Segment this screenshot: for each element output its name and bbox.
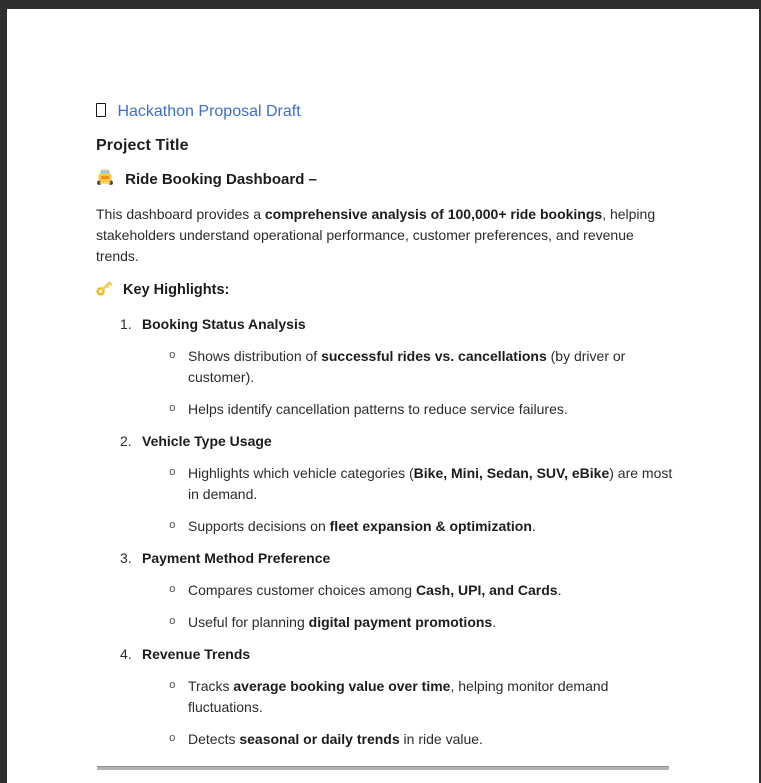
section-heading: Project Title bbox=[96, 137, 189, 154]
circle-bullet-marker-icon: o bbox=[169, 733, 176, 745]
circle-bullet-marker-icon: o bbox=[169, 584, 176, 596]
bold-text: Bike, Mini, Sedan, SUV, eBike bbox=[413, 465, 610, 481]
sub-bullet-text: Compares customer choices among Cash, UPI, and Cards. bbox=[188, 582, 562, 598]
sub-bullet bbox=[96, 729, 676, 750]
sub-bullet bbox=[96, 612, 676, 633]
list-item-heading bbox=[96, 314, 676, 335]
list-item-number: 3. bbox=[120, 550, 132, 566]
bold-text: Cash, UPI, and Cards bbox=[416, 582, 558, 598]
sub-bullet bbox=[96, 516, 676, 537]
list-item-heading bbox=[96, 431, 676, 452]
bold-text: comprehensive analysis of 100,000+ ride bookings bbox=[264, 206, 603, 222]
bold-text: digital payment promotions bbox=[308, 614, 493, 630]
sub-bullet bbox=[96, 346, 676, 388]
document-content bbox=[7, 9, 748, 750]
sub-bullet-text: Tracks average booking value over time, helping monitor demand fluctuations. bbox=[188, 678, 609, 715]
circle-bullet-marker-icon: o bbox=[169, 350, 176, 362]
list-item-title: Booking Status Analysis bbox=[142, 316, 306, 332]
circle-bullet-marker-icon: o bbox=[169, 616, 176, 628]
sub-bullet bbox=[96, 463, 676, 505]
project-subtitle bbox=[96, 169, 676, 192]
sub-bullet bbox=[96, 399, 676, 420]
circle-bullet-marker-icon: o bbox=[169, 520, 176, 532]
list-item-number: 2. bbox=[120, 433, 132, 449]
sub-bullet-text: Helps identify cancellation patterns to reduce service failures. bbox=[188, 401, 568, 417]
bold-text: successful rides vs. cancellations bbox=[321, 348, 547, 364]
highlights-list bbox=[96, 314, 676, 750]
list-item-heading bbox=[96, 548, 676, 569]
missing-glyph-box-icon bbox=[96, 103, 106, 117]
sub-bullet-text: Useful for planning digital payment promotions. bbox=[188, 614, 497, 630]
list-item-title: Vehicle Type Usage bbox=[142, 433, 272, 449]
document-title-link[interactable]: Hackathon Proposal Draft bbox=[117, 103, 301, 120]
sub-bullet-text: Shows distribution of successful rides vs. cancellations (by driver or customer). bbox=[188, 348, 626, 385]
sub-bullet-text: Detects seasonal or daily trends in ride value. bbox=[188, 731, 483, 747]
circle-bullet-marker-icon: o bbox=[169, 403, 176, 415]
bold-text: average booking value over time bbox=[233, 678, 451, 694]
highlights-heading-text: Key Highlights: bbox=[123, 282, 230, 298]
list-item-title: Revenue Trends bbox=[142, 646, 251, 662]
project-subtitle-text: Ride Booking Dashboard – bbox=[125, 171, 317, 188]
intro-paragraph: This dashboard provides a comprehensive analysis of 100,000+ ride bookings, helping stakeholders understand operational performance, customer preferences, and revenue trends. bbox=[96, 206, 656, 264]
list-item-number: 4. bbox=[120, 646, 132, 662]
sub-bullet bbox=[96, 676, 676, 718]
oncoming-taxi-icon bbox=[96, 169, 114, 192]
key-icon bbox=[96, 280, 112, 303]
page-separator bbox=[97, 766, 669, 770]
list-item-heading bbox=[96, 644, 676, 665]
circle-bullet-marker-icon: o bbox=[169, 680, 176, 692]
sub-bullet bbox=[96, 580, 676, 601]
highlights-heading bbox=[96, 280, 676, 303]
sub-bullet-text: Supports decisions on fleet expansion & optimization. bbox=[188, 518, 536, 534]
document-page[interactable] bbox=[7, 9, 759, 783]
document-title bbox=[96, 101, 676, 123]
bold-text: seasonal or daily trends bbox=[239, 731, 400, 747]
sub-bullet-text: Highlights which vehicle categories (Bike, Mini, Sedan, SUV, eBike) are most in demand. bbox=[188, 465, 673, 502]
circle-bullet-marker-icon: o bbox=[169, 467, 176, 479]
bold-text: fleet expansion & optimization bbox=[329, 518, 532, 534]
list-item-title: Payment Method Preference bbox=[142, 550, 331, 566]
list-item-number: 1. bbox=[120, 316, 132, 332]
